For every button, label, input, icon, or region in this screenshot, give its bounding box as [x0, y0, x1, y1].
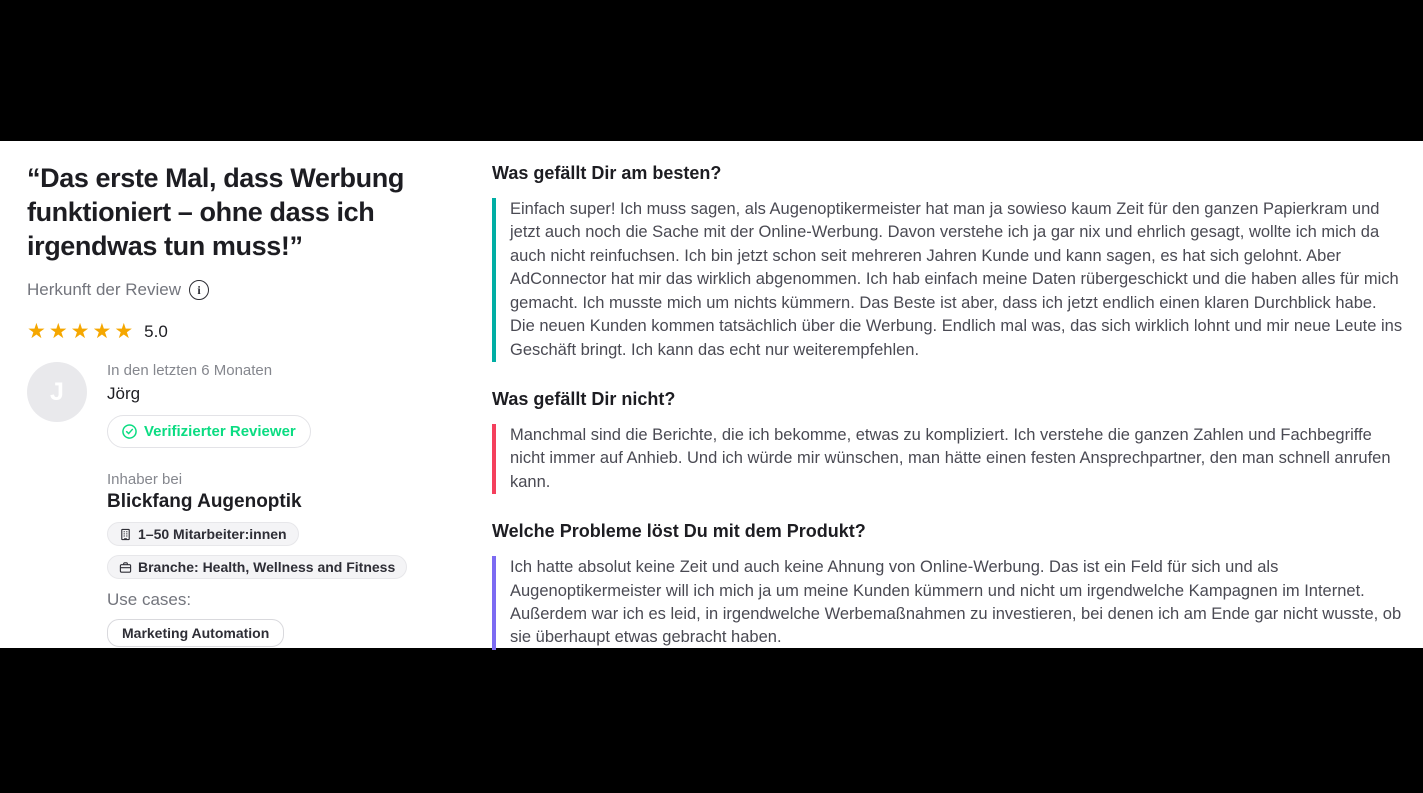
qa-answer: Ich hatte absolut keine Zeit und auch keine Ahnung von Online-Werbung. Das ist ein Feld für sich und als Augenoptikermeister will ich mich ja um meine Kunden kümmern und nicht um irgendwelche Kampagnen im Internet. Außerdem war ich es leid, in irgendwelche Werbemaßnahmen zu investieren, bei denen ich am Ende gar nicht wusste, ob sie überhaupt etwas gebracht haben.	[492, 556, 1405, 650]
qa-answer: Manchmal sind die Berichte, die ich bekomme, etwas zu kompliziert. Ich verstehe die ganzen Zahlen und Fachbegriffe nicht immer auf Anhieb. Und ich würde mir wünschen, man hätte einen festen Ansprechpartner, den man schnell anrufen kann.	[492, 424, 1405, 494]
review-summary-column	[27, 161, 464, 648]
industry-badge	[107, 555, 407, 579]
verified-reviewer-badge	[107, 415, 311, 448]
briefcase-icon	[119, 561, 132, 574]
review-source-label: Herkunft der Review	[27, 280, 182, 300]
check-circle-icon	[122, 424, 137, 439]
star-icon: ★	[48, 320, 68, 344]
reviewer-company: Blickfang Augenoptik	[107, 491, 302, 513]
use-case-badge	[107, 619, 284, 647]
star-icon: ★	[70, 320, 90, 344]
qa-question: Was gefällt Dir nicht?	[492, 388, 676, 409]
qa-question: Was gefällt Dir am besten?	[492, 163, 722, 183]
rating-row	[27, 321, 454, 342]
qa-section-best	[492, 163, 1405, 362]
review-answers-column	[464, 161, 1405, 648]
qa-question: Welche Probleme löst Du mit dem Produkt?	[492, 521, 866, 542]
review-quote-title: “Das erste Mal, dass Werbung funktioniert – ohne dass ich irgendwas tun muss!”	[27, 163, 404, 262]
industry-label: Branche: Health, Wellness and Fitness	[138, 559, 396, 576]
use-cases-label: Use cases:	[107, 590, 192, 610]
reviewer-name: Jörg	[107, 384, 141, 404]
reviewer-info	[107, 362, 407, 647]
info-icon[interactable]: i	[189, 280, 209, 300]
qa-section-problems	[492, 521, 1405, 650]
star-icon: ★	[114, 320, 134, 344]
use-case-label: Marketing Automation	[122, 625, 270, 642]
qa-answer: Einfach super! Ich muss sagen, als Augenoptikermeister hat man ja sowieso kaum Zeit für den ganzen Papierkram und jetzt auch noch die Sache mit der Online-Werbung. Davon verstehe ich ja gar nix und ehrlich gesagt, wollte ich mich da auch nicht reinfuchsen. Ich bin jetzt schon seit mehreren Jahren Kunde und kann sagen, es hat sich gelohnt. Aber AdConnector hat mir das wirklich abgenommen. Ich hab einfach meine Daten rübergeschickt und die haben alles für mich gemacht. Ich musste mich um nichts kümmern. Das Beste ist aber, dass ich jetzt endlich einen klaren Durchblick habe. Die neuen Kunden kommen tatsächlich über die Werbung. Endlich mal was, das sich wirklich lohnt und mir neue Leute ins Geschäft bringt. Ich kann das echt nur weiterempfehlen.	[492, 198, 1405, 362]
company-size-badge	[107, 522, 299, 546]
review-timeframe: In den letzten 6 Monaten	[107, 362, 273, 380]
company-size-label: 1–50 Mitarbeiter:innen	[138, 526, 287, 543]
qa-section-dislike	[492, 389, 1405, 494]
reviewer-role-label: Inhaber bei	[107, 471, 183, 489]
star-icon: ★	[27, 320, 46, 344]
building-icon	[119, 528, 132, 541]
review-card	[0, 141, 1423, 648]
avatar: J	[27, 362, 87, 422]
verified-reviewer-label: Verifizierter Reviewer	[144, 423, 296, 441]
review-source-row	[27, 280, 454, 300]
reviewer-block	[27, 362, 454, 647]
star-icon: ★	[92, 320, 112, 344]
rating-value: 5.0	[144, 321, 168, 341]
